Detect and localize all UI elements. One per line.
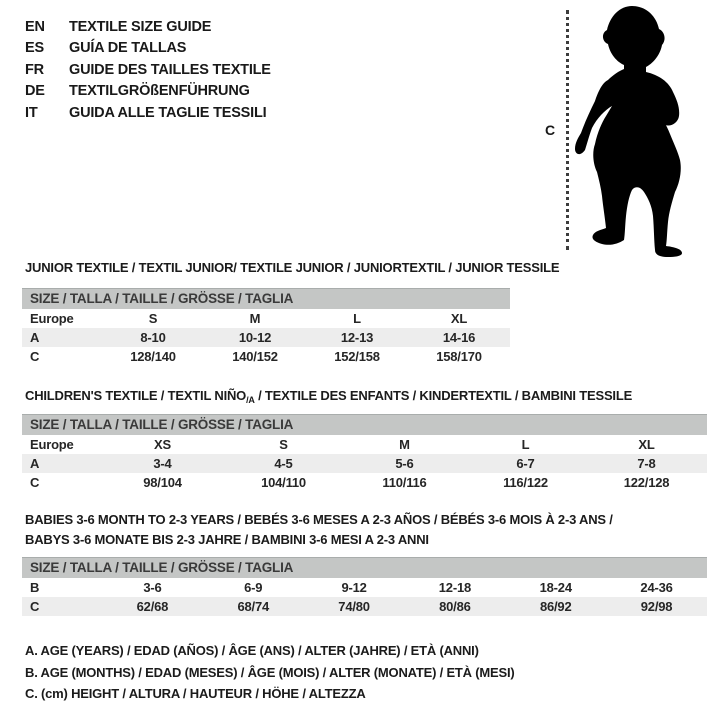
age-cell: 12-18 <box>438 580 472 595</box>
lang-row-en <box>25 16 271 38</box>
row-label: B <box>30 580 40 595</box>
age-cell: 6-7 <box>516 456 535 471</box>
lang-label: GUIDE DES TAILLES TEXTILE <box>69 61 271 78</box>
size-cell: L <box>353 311 361 326</box>
height-cell: 68/74 <box>237 599 270 614</box>
lang-code: IT <box>25 104 38 121</box>
table-row <box>22 328 510 347</box>
lang-label: TEXTILGRÖßENFÜHRUNG <box>69 83 250 100</box>
note-c: C. (cm) HEIGHT / ALTURA / HAUTEUR / HÖHE / ALTEZZA <box>25 686 366 701</box>
row-label: Europe <box>30 311 74 326</box>
size-cell: XL <box>638 437 655 452</box>
size-cell: XL <box>450 311 468 326</box>
babies-size-table <box>22 557 707 616</box>
height-cell: 116/122 <box>503 475 548 490</box>
junior-table-title: JUNIOR TEXTILE / TEXTIL JUNIOR/ TEXTILE JUNIOR / JUNIORTEXTIL / JUNIOR TESSILE <box>25 260 560 275</box>
size-cell: S <box>279 437 288 452</box>
size-header-bar: SIZE / TALLA / TAILLE / GRÖSSE / TAGLIA <box>22 557 707 578</box>
size-cell: M <box>249 311 261 326</box>
language-list <box>25 16 271 124</box>
height-cell: 92/98 <box>640 599 673 614</box>
babies-title-line1: BABIES 3-6 MONTH TO 2-3 YEARS / BEBÉS 3-6 MESES A 2-3 AÑOS / BÉBÉS 3-6 MOIS À 2-3 ANS / <box>25 512 613 527</box>
age-cell: 12-13 <box>340 330 374 345</box>
height-cell: 86/92 <box>539 599 572 614</box>
children-table-title <box>25 386 632 410</box>
age-cell: 3-6 <box>143 580 162 595</box>
table-row <box>22 454 707 473</box>
height-cell: 152/158 <box>334 349 380 364</box>
lang-code: DE <box>25 83 45 100</box>
lang-label: GUÍA DE TALLAS <box>69 40 187 57</box>
size-header-bar: SIZE / TALLA / TAILLE / GRÖSSE / TAGLIA <box>22 288 510 309</box>
lang-label: TEXTILE SIZE GUIDE <box>69 18 212 35</box>
children-title-sub: /A <box>246 395 255 405</box>
note-b: B. AGE (MONTHS) / EDAD (MESES) / ÂGE (MOIS) / ALTER (MONATE) / ETÀ (MESI) <box>25 664 515 680</box>
lang-code: FR <box>25 61 44 78</box>
size-cell: L <box>521 437 530 452</box>
lang-row-es <box>25 38 271 60</box>
height-measure-label: C <box>545 122 556 138</box>
age-cell: 14-16 <box>442 330 476 345</box>
row-label: Europe <box>30 437 74 452</box>
age-cell: 3-4 <box>153 456 172 471</box>
height-cell: 140/152 <box>232 349 278 364</box>
age-cell: 4-5 <box>274 456 293 471</box>
row-label: C <box>30 599 40 614</box>
lang-code: ES <box>25 40 44 57</box>
note-a: A. AGE (YEARS) / EDAD (AÑOS) / ÂGE (ANS) / ALTER (JAHRE) / ETÀ (ANNI) <box>25 643 479 658</box>
table-row <box>22 597 707 616</box>
children-title-post: / TEXTILE DES ENFANTS / KINDERTEXTIL / BAMBINI TESSILE <box>254 388 633 403</box>
age-cell: 5-6 <box>395 456 414 471</box>
row-label: C <box>30 349 40 364</box>
junior-size-table <box>22 288 510 366</box>
row-label: C <box>30 475 40 490</box>
height-cell: 104/110 <box>261 475 306 490</box>
size-cell: XS <box>154 437 171 452</box>
table-row <box>22 309 510 328</box>
lang-row-it <box>25 102 271 124</box>
age-cell: 24-36 <box>640 580 673 595</box>
size-cell: S <box>148 311 158 326</box>
age-cell: 6-9 <box>244 580 263 595</box>
age-cell: 10-12 <box>238 330 272 345</box>
table-row <box>22 473 707 492</box>
height-cell: 62/68 <box>136 599 169 614</box>
height-cell: 122/128 <box>623 475 670 490</box>
height-cell: 110/116 <box>382 475 427 490</box>
age-cell: 18-24 <box>539 580 572 595</box>
age-cell: 9-12 <box>341 580 367 595</box>
lang-code: EN <box>25 18 45 35</box>
size-header-bar: SIZE / TALLA / TAILLE / GRÖSSE / TAGLIA <box>22 414 707 435</box>
table-row <box>22 347 510 366</box>
table-row <box>22 435 707 454</box>
babies-title-line2: BABYS 3-6 MONATE BIS 2-3 JAHRE / BAMBINI 3-6 MESI A 2-3 ANNI <box>25 532 429 547</box>
babies-table-title <box>25 510 613 550</box>
table-row <box>22 578 707 597</box>
toddler-silhouette-icon <box>572 4 698 260</box>
lang-row-fr <box>25 59 271 81</box>
height-cell: 80/86 <box>439 599 471 614</box>
size-cell: M <box>399 437 410 452</box>
height-cell: 128/140 <box>130 349 176 364</box>
lang-row-de <box>25 81 271 103</box>
row-label: A <box>30 456 40 471</box>
row-label: A <box>30 330 40 345</box>
height-measure-dotted-line <box>566 10 569 250</box>
children-title-pre: CHILDREN'S TEXTILE / TEXTIL NIÑO <box>25 388 247 403</box>
height-cell: 158/170 <box>436 349 482 364</box>
legend-notes <box>25 640 515 705</box>
age-cell: 7-8 <box>637 456 656 471</box>
height-cell: 98/104 <box>143 475 182 490</box>
height-cell: 74/80 <box>338 599 370 614</box>
lang-label: GUIDA ALLE TAGLIE TESSILI <box>69 104 267 121</box>
children-size-table <box>22 414 707 492</box>
age-cell: 8-10 <box>140 330 166 345</box>
